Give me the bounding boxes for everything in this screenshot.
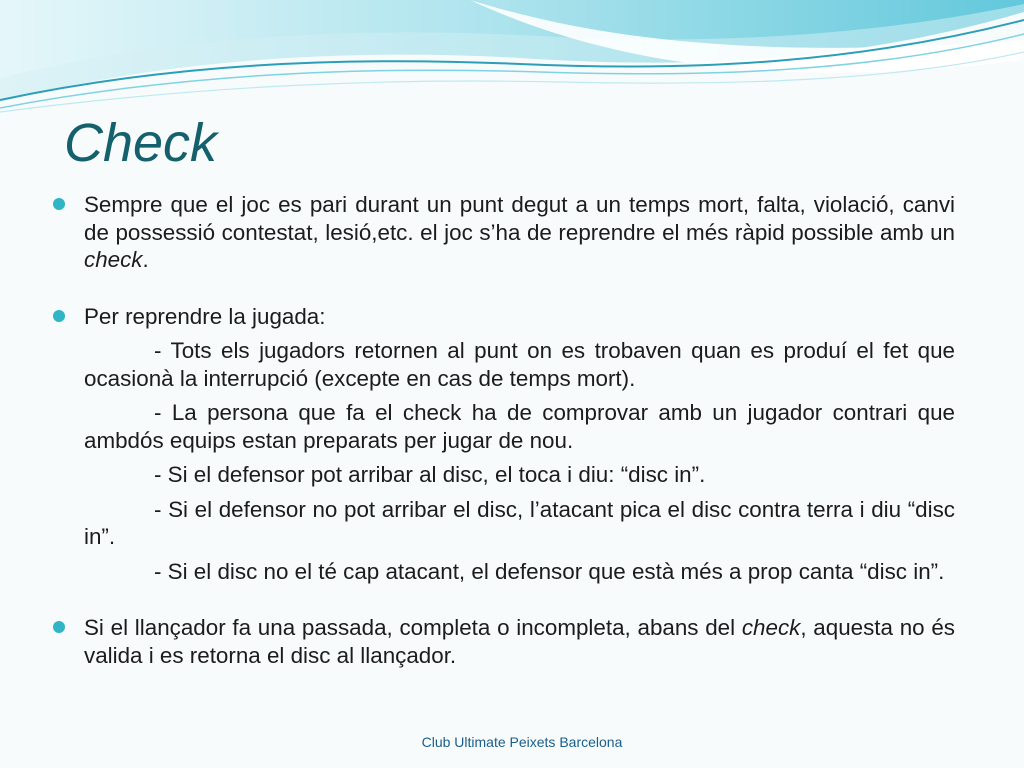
bullet-dot-icon [53, 198, 65, 210]
bullet-text-end: . [142, 247, 149, 272]
sub-item: - Si el disc no el té cap atacant, el defensor que està més a prop canta “disc in”. [154, 558, 945, 584]
slide-content [50, 191, 955, 669]
sub-item: - Si el defensor no pot arribar el disc, l’atacant pica el disc contra terra i diu “disc in”. [84, 496, 955, 549]
sub-item: - La persona que fa el check ha de comprovar amb un jugador contrari que ambdós equips estan preparats per jugar de nou. [84, 400, 955, 453]
header-wave-decoration [0, 0, 1024, 120]
bullet-lead: Per reprendre la jugada: [84, 303, 326, 329]
sub-item: - Tots els jugadors retornen al punt on es trobaven quan es produí el fet que ocasionà la interrupció (excepte en cas de temps mort). [84, 338, 955, 391]
slide-footer: Club Ultimate Peixets Barcelona [421, 734, 623, 750]
bullet-text: Sempre que el joc es pari durant un punt degut a un temps mort, falta, violació, canvi de possessió contestat, lesió,etc. el joc s’ha de reprendre el més ràpid possible amb un [84, 192, 955, 245]
bullet-text-end: , aquesta no és valida i es retorna el disc al llançador. [84, 615, 955, 668]
bullet-item-1 [50, 191, 955, 274]
bullet-dot-icon [53, 621, 65, 633]
bullet-item-2 [50, 303, 955, 586]
bullet-text: Si el llançador fa una passada, completa o incompleta, abans del [84, 615, 742, 640]
sub-item: - Si el defensor pot arribar al disc, el toca i diu: “disc in”. [154, 462, 706, 487]
bullet-dot-icon [53, 310, 65, 322]
bullet-emphasis: check [84, 247, 143, 272]
slide-title: Check [64, 113, 218, 173]
bullet-emphasis: check [741, 615, 801, 640]
bullet-item-3 [50, 614, 955, 669]
